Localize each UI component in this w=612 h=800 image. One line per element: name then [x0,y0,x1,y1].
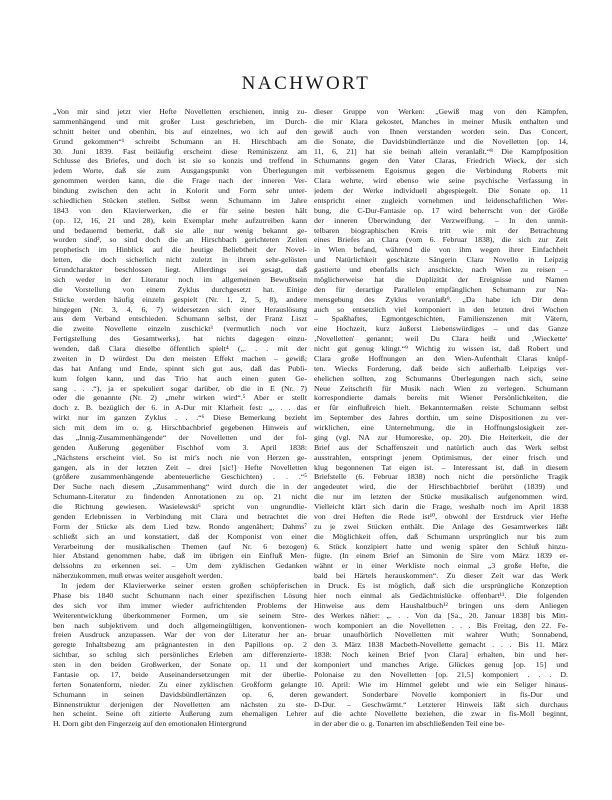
text-line: zu je zwei Stücken enthält. Die Anlage des Gesamtwerkes läßt [314,521,568,531]
text-line: in der aber die o. g. Tonarten im abschließenden Teil eine be- [314,719,505,729]
text-line: genommen werden kann, die die Frage nach der inneren Ver- [53,176,307,186]
text-line: und Natürlichkeit geschätzte Sängerin Clara Novello in Leipzig [314,255,568,265]
text-line: sten in den beiden Großwerken, der Sonate op. 11 und der [53,660,307,669]
text-line: zweiten in D würdest Du den meisten Effekt machen – gewiß; [53,353,307,363]
text-line: in Druck. Es ist möglich, daß sich die ursprüngliche Konzeption [314,581,568,590]
text-line: Neue Zeitschrift für Musik nach Wien zu verlegen. Schumann [314,383,568,393]
text-line: in Wien befand, während die von ihm wegen ihrer Einfachheit [314,245,568,255]
text-line: (größere zusammenhängende abenteuerliche Geschichten) . . .“⁵ [53,472,307,482]
text-line: In jedem der Klavierwerke seiner ersten großen schöpferischen [61,581,307,590]
text-line: im September des Jahres dorthin, um seine Dispositionen zu ver- [314,413,568,423]
text-line: die Richtung gewiesen. Wasielewski⁶ spricht von ungrundlie- [53,502,307,511]
text-line: hen scheint. Seine oft zitierte Äußerung zum ehemaligen Lehrer [53,709,307,719]
text-line: Form der Stücke als dem Lied bzw. Rondo angenähert; Dahms⁷ [53,521,307,531]
text-line: das hat Anfang und Ende, spinnt sich gut aus, daß das Publi- [53,363,307,373]
text-line: (op. 12, 16, 21 und 28), kein Exemplar mehr aufzutreiben kann [53,215,307,225]
text-line: des sich vor ihm immer wieder aufrichtenden Problems der [53,600,307,610]
text-line: ten. Wiecks Forderung, daß beide sich außerhalb Leipzigs ver- [314,363,568,373]
text-line: Hinweise aus dem Haushaltbuch¹² bringen uns dem Anliegen [314,600,568,610]
text-line: sang . . .“), ja er spekuliert sogar darüber, ob die in E (Nr. 7) [53,383,307,393]
text-line: doch z. B. bezüglich der 6. in A-Dur mit Klarheit fest: „. . . das [53,403,307,413]
text-line: ging (vgl. NA zur Humoreske, op. 20). Die Heiterkeit, die der [314,432,568,442]
text-line: H. Dorn gibt den Fingerzeig auf den emotionalen Hintergrund [53,719,247,729]
text-line: D-Dur. – Geschwärmt.“ Letzterer Hinweis läßt sich durchaus [314,699,568,709]
text-line: fügte. (In einem Brief an Simonin de Sire vom März 1839 er- [314,551,568,561]
text-line: gastierte und ebenfalls sich anschickte, nach Wien zu reisen – [314,265,568,274]
text-line: bindung zwischen den acht in Kolorit und Form sehr unter- [53,186,307,195]
text-line: den für derartige Parallelen empfänglichen Schumann zur Na- [314,284,568,294]
text-line: näherzukommen, muß etwas weiter ausgeholt werden. [53,571,223,581]
text-line: sich mit dem im o. g. Hirschbachbrief gegebenen Hinweis auf [53,423,307,432]
text-line: geregte Inhaltsbezug am prägnantesten in den Papillons op. 2 [53,640,307,650]
text-line: schnitt heiter und obenhin, bis auf einzelnes, wo ich auf den [53,126,307,136]
text-line: gewiß auch von Ihnen verstanden worden sein. Das Concert, [314,126,568,136]
text-line: Grundcharakter beschlossen liegt. Allerdings sei gesagt, daß [53,265,307,274]
text-line: 11, 6, 21] hat sie beinah allein veranlaßt.“⁸ Die Kampfposition [314,146,568,156]
left-column [53,107,307,787]
text-line: dieser Gruppe von Werken: „Gewiß mag von den Kämpfen, [314,107,568,116]
text-line: bruar unaufhörlich Novelletten mit wahrer Wuth; Sonnabend, [314,630,568,640]
text-line: wirkt nur im ganzen Zyklus . . .“⁶ Diese Bemerkung bezieht [53,413,307,423]
text-line: woch komponiert an die Novelletten . . . Bis Freitag, den 22. Fe- [314,620,568,630]
text-line: nicht gut genug klingt.“⁹ Wichtig zu wissen ist, daß Robert und [314,344,568,353]
text-line: von drei Heften die Rede ist¹⁰, obwohl der Erstdruck vier Hefte [314,511,568,521]
text-line: worden sind², so sind doch die an Hirschbach gerichteten Zeilen [53,235,307,245]
text-line: genden Äußerung gegenüber Fischhof vom 3. April 1838: [53,442,307,452]
text-line: jedem der Werke individuell abgespiegelt. Die Sonate op. 11 [314,186,568,195]
text-line: bald bei Härtels herauskommen“. Zu dieser Zeit war das Werk [314,571,568,581]
text-line: wenden, daß Clara dieselbe öffentlich spielt⁴ („. . . mit der [53,344,307,353]
text-line: mit verbissenem Egoismus gegen die Verbindung Roberts mit [314,166,568,176]
text-line: genden Erlebnissen in Verbindung mit Clara und betrachtet die [53,511,307,521]
text-line: eines Briefes an Clara (vom 6. Februar 1838), die sich zur Zeit [314,235,568,245]
text-line: angedeutet wird, die der Hirschbachbrief berührt (1839) und [314,482,568,492]
text-line: Briefstelle (6. Februar 1838) noch nicht die persönliche Tragik [314,472,568,482]
text-line: „Nächstens erscheint viel. So ist mir's noch nie von Herzen ge- [53,452,307,462]
text-line: ferten Sonatenform, nieder. Zu einer zyklischen Großform gelangte [53,679,307,689]
text-line: Clara große Hoffnungen an den Wien-Aufenthalt Claras knüpf- [314,353,568,363]
text-line: den 3. März 1838 Macbeth-Novellette gemacht . . . Bis 11. März [314,640,568,650]
text-line: 1843 von den Klavierwerken, die er für seine besten hält [53,205,307,215]
text-line: Schumann in seinen Davidsbündlertänzen op. 6, deren [53,689,307,699]
right-column [314,107,568,787]
text-line: ‚Novelletten' genannt; weil Du Clara heißt und ‚Wieckette‘ [314,334,568,344]
text-line: entspricht einer zugleich vornehmen und leidenschaftlichen Wer- [314,195,568,205]
text-line: – Spaßhaftes, Egmontgeschichten, Familienszenen mit Vätern, [314,314,568,324]
text-line: Polonaise zu den Novelletten [op. 21,5] komponiert . . . D. [314,669,568,679]
text-line: das „Innig-Zusammenhängende“ der Novelletten und der fol- [53,432,307,442]
text-line: Clara wehrte, wird ebenso wie seine psychische Verfassung in [314,176,568,186]
text-line: gewandert. Sonderbare Novelle komponiert in fis-Dur und [314,689,568,699]
text-line: mensgebung des Zyklus veranlaßt⁹. „Da habe ich Dir denn [314,294,568,304]
text-line: ehelichen sollten, zog Schumanns Überlegungen nach sich, seine [314,373,568,383]
page-title: NACHWORT [241,72,371,94]
text-line: hier noch einmal als Gedächtnislücke offenbart¹¹. Die folgenden [314,590,568,600]
text-line: Phase bis 1840 sucht Schumann nach einer spezifischen Lösung [53,590,307,600]
text-line: Fertigstellung des Gesamtwerks), hat nichts dagegen einzu- [53,334,307,344]
text-line: des Werkes näher: „. . . Von da [Sa., 20. Januar 1838] bis Mitt- [314,610,568,620]
text-line: eine Hochzeit, kurz äußerst Liebenswürdiges – und das Ganze [314,324,568,334]
text-line: Brief aus der Schaffenszeit und natürlich auch das Werk selbst [314,442,568,452]
text-line: die nur im letzten der Stücke musikalisch aufgenommen wird. [314,492,568,502]
text-line: wähnt er in einer Werkliste noch einmal „3 große Hefte, die [314,561,568,571]
text-line: korrespondierte damals bereits mit Wiener Persönlichkeiten, die [314,393,568,403]
text-line: 1838: Noch keinen Brief [von Clara] erhalten, bin und her- [314,650,568,660]
text-line: jedem Worte, daß sie zum Ausgangspunkt von Überlegungen [53,166,307,176]
text-line: bung, die C-Dur-Fantasie op. 17 wird beherrscht von der Größe [314,205,568,215]
text-line: gangen, als in der letzten Zeit – drei [sic!] Hefte Novelletten [53,462,307,472]
text-line: kum folgen kann, und das Trio hat auch einen guten Ge- [53,373,307,383]
text-line: möglicherweise hat die Duplizität der Ereignisse und Namen [314,274,568,284]
text-line: Weiterentwicklung überkommener Formen, um sie seinem Stre- [53,610,307,620]
text-line: Verarbeitung der musikalischen Themen (auf Nr. 6 bezogen) [53,541,307,551]
text-line: die Vorstellung von einem Zyklus durchgesetzt hat. Einige [53,284,307,294]
text-line: aus dem Verband entschieden. Schumann selbst, der Franz Liszt [53,314,307,324]
text-line: hier Abstand genommen habe, daß im übrigen ein Einfluß Men- [53,551,307,561]
text-line: letten, die doch sicherlich nicht zuletzt in ihrem sehr-gelösten [53,255,307,265]
text-line: Grund gekommen“¹ schreibt Schumann an H. Hirschbach am [53,136,307,146]
text-line: delssohns zu erkennen sei. – Um dem zyklischen Gedanken [53,561,307,571]
text-line: Vielleicht klärt sich darin die Frage, weshalb noch im April 1838 [314,502,568,511]
text-line: schließt sich an und konstatiert, daß der Komponist von einer [53,531,307,541]
text-line: hingegen (Nr. 3, 4, 6, 7) widersetzen sich einer Herauslösung [53,304,307,314]
text-line: die mir Klara gekostet, Manches in meiner Musik enthalten und [314,116,568,126]
text-line: die Möglichkeit offen, daß Schumann ursprünglich nur bis zum [314,531,568,541]
text-line: und bedauernd bemerkt, daß sie alle nur wenig bekannt ge- [53,225,307,235]
text-line: 6. Stück konzipiert hatte und wenig später den Schluß hinzu- [314,541,568,551]
text-line: klug begonnenen Tat eigen ist. – Interessant ist, daß in diesem [314,462,568,472]
text-line: wirklichen, eine Unternehmung, die in Hoffnungslosigkeit zer- [314,423,568,432]
text-line: 10. April: Wie im Himmel gelebt und wie ein Seliger hinaus- [314,679,568,689]
text-line: 30. Juni 1839. Fast beiläufig erscheint diese Reminiszenz am [53,146,307,156]
text-line: sich weder in der Literatur noch im allgemeinen Bewußtsein [53,274,307,284]
text-line: Schumann-Literatur zu findenden Annotationen zu op. 21 nicht [53,492,307,502]
text-line: auf die achte Novellette beziehen, die zwar in fis-Moll beginnt, [314,709,568,719]
text-line: prophetisch im Hinblick auf die heutige Beliebtheit der Novel- [53,245,307,255]
text-line: oder die genannte (Nr. 2) „mehr wirken wird“.⁵ Aber er stellt [53,393,307,403]
text-line: Fantasie op. 17, beide Auseinandersetzungen mit der überlie- [53,669,307,679]
text-line: auch so entsetzlich viel komponiert in den letzten drei Wochen [314,304,568,314]
text-line: die zweite Novellette einzeln zuschickt³ (vermutlich noch vor [53,324,307,334]
text-line: sammenhängend und mit großer Lust geschrieben, im Durch- [53,116,307,126]
text-line: er für einflußreich hielt. Bekanntermaßen reiste Schumann selbst [314,403,568,413]
text-line: telbaren biographischen Kreis tritt wie mit der Betrachtung [314,225,568,235]
text-line: Der Suche nach diesem „Zusammenhang“ wird durch die in der [53,482,307,492]
text-line: Schlusse des Briefes, und doch ist sie so konzis und treffend in [53,156,307,166]
text-line: freien Ausdruck anzupassen. War der von der Literatur her an- [53,630,307,640]
text-line: „Von mir sind jetzt vier Hefte Novelletten erschienen, innig zu- [53,107,307,116]
text-line: sichtbar, so schlug sich persönliches Erleben am differenzierte- [53,650,307,660]
text-line: ausstrahlen, entspringt jenem Optimismus, der einer frisch und [314,452,568,462]
text-line: Stücke werden häufig einzeln gespielt (Nr. 1, 2, 5, 8), andere [53,294,307,304]
text-line: komponiert und manches Arige. Glückes genug [op. 15] und [314,660,568,669]
text-line: der inneren Überwindung der Verzweiflung. – In den unmit- [314,215,568,225]
text-line: schiedlichen Stücken stellen. Selbst wenn Schumann im Jahre [53,195,307,205]
text-line: Schumanns gegen den Vater Claras, Friedrich Wieck, der sich [314,156,568,166]
text-line: Binnenstruktur derjenigen der Novelletten am nächsten zu ste- [53,699,307,709]
text-line: die Sonate, die Davidsbündlertänze und die Novelletten [op. 14, [314,136,568,146]
text-line: ben nach subjektivem und doch allgemeingültigen, konventionen- [53,620,307,630]
